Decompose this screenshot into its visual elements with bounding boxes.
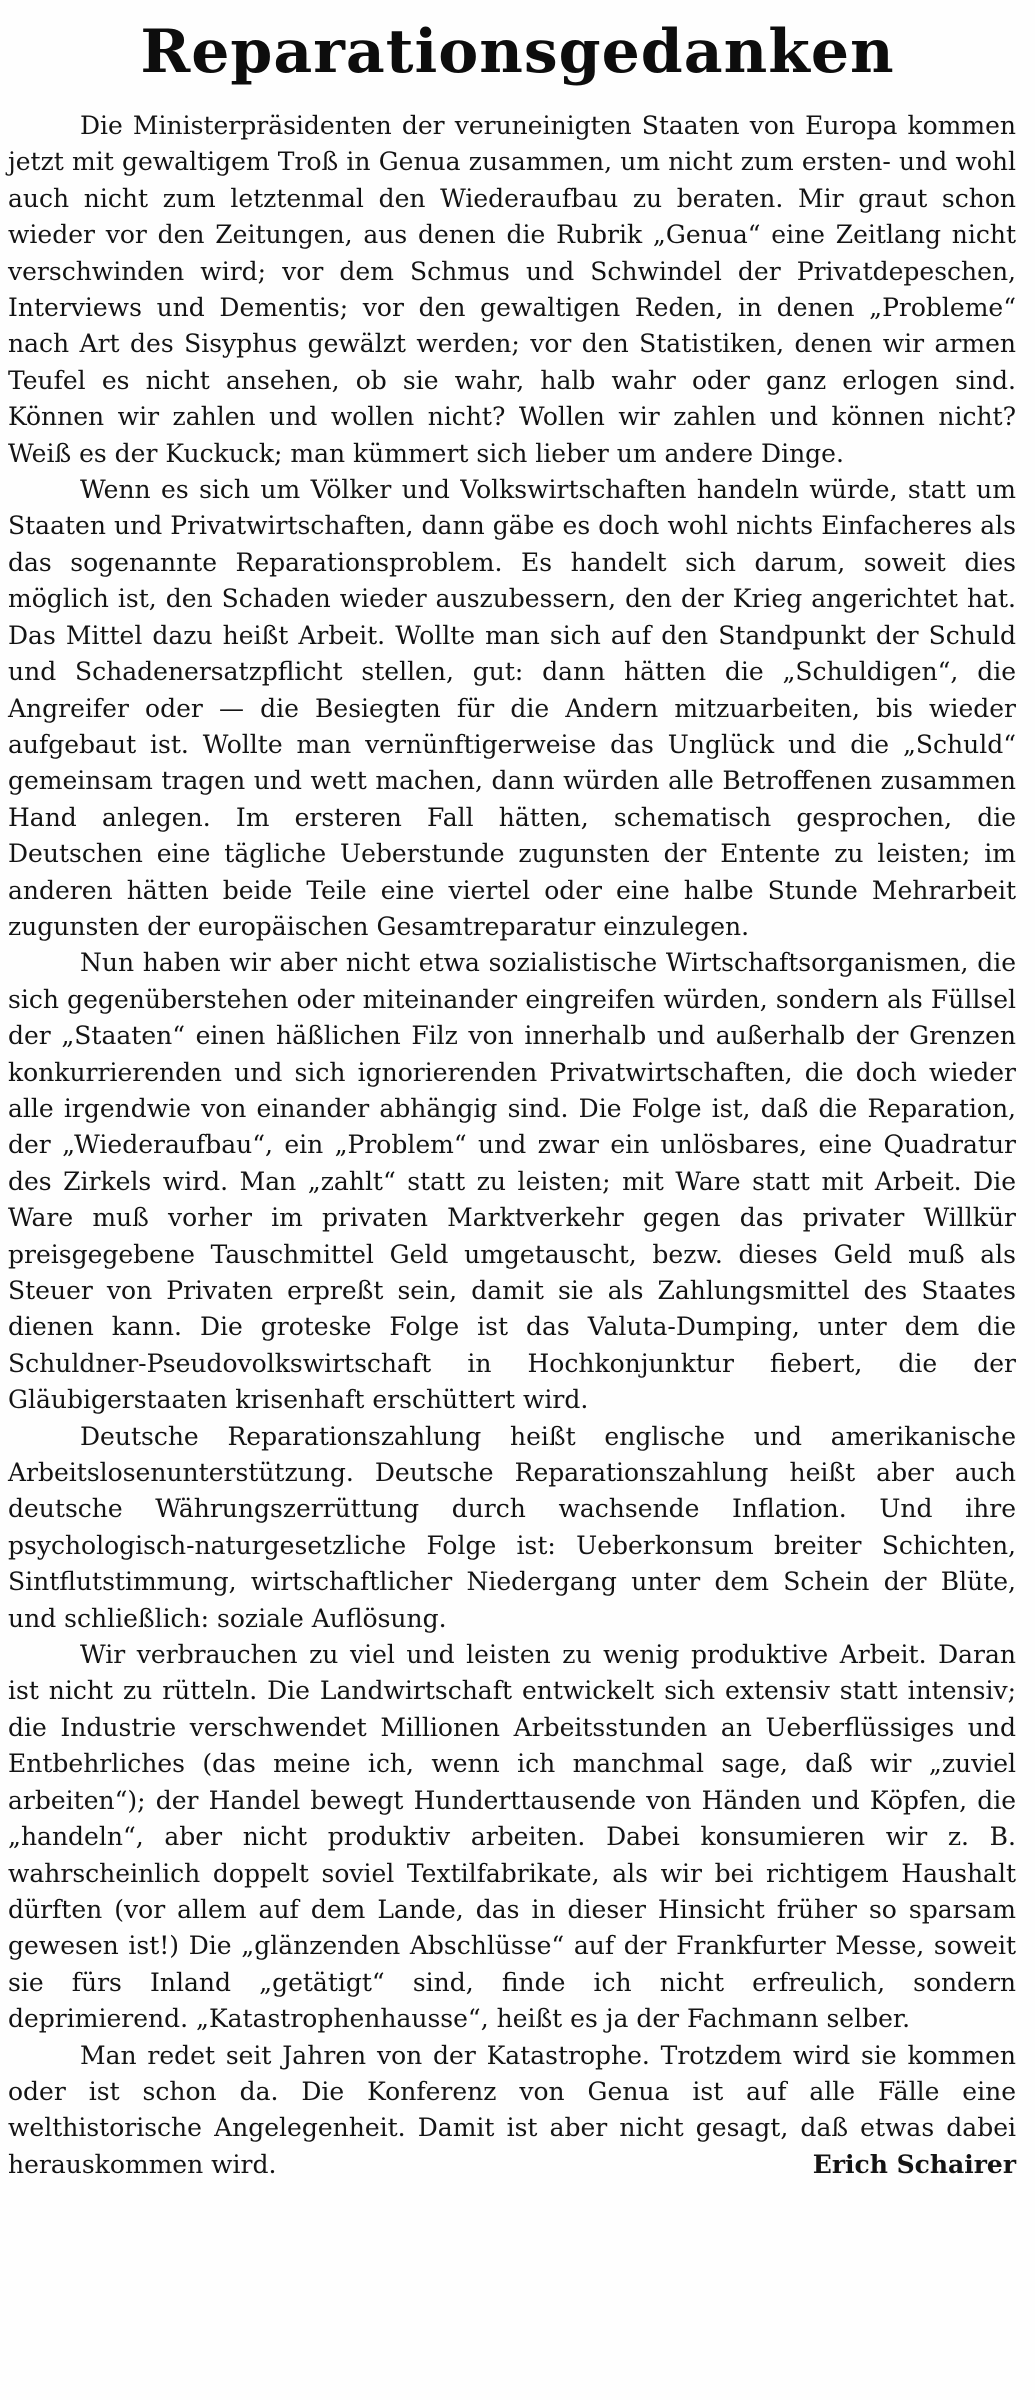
- paragraph-6: [8, 2038, 1016, 2184]
- author-signature: Erich Schairer: [812, 2149, 1016, 2179]
- paragraph-2: Wenn es sich um Völker und Volkswirtschaften handeln würde, statt um Staaten und Privatwirtschaften, dann gäbe es doch wohl nichts Einfacheres als das sogenannte Reparationsproblem. Es handelt sich darum, soweit dies möglich ist, den Schaden wieder auszubessern, den der Krieg angerichtet hat. Das Mittel dazu heißt Arbeit. Wollte man sich auf den Standpunkt der Schuld und Schadenersatzpflicht stellen, gut: dann hätten die „Schuldigen“, die Angreifer oder — die Besiegten für die Andern mitzuarbeiten, bis wieder aufgebaut ist. Wollte man vernünftigerweise das Unglück und die „Schuld“ gemeinsam tragen und wett machen, dann würden alle Betroffenen zusammen Hand anlegen. Im ersteren Fall hätten, schematisch gesprochen, die Deutschen eine tägliche Ueberstunde zugunsten der Entente zu leisten; im anderen hätten beide Teile eine viertel oder eine halbe Stunde Mehrarbeit zugunsten der europäischen Gesamtreparatur einzulegen.: [8, 475, 1016, 941]
- article-body: [8, 108, 1016, 2183]
- paragraph-1: Die Ministerpräsidenten der veruneinigten Staaten von Europa kommen jetzt mit gewaltigem Troß in Genua zusammen, um nicht zum ersten- und wohl auch nicht zum letztenmal den Wiederaufbau zu beraten. Mir graut schon wieder vor den Zeitungen, aus denen die Rubrik „Genua“ eine Zeitlang nicht verschwinden wird; vor dem Schmus und Schwindel der Privatdepeschen, Interviews und Dementis; vor den gewaltigen Reden, in denen „Probleme“ nach Art des Sisyphus gewälzt werden; vor den Statistiken, denen wir armen Teufel es nicht ansehen, ob sie wahr, halb wahr oder ganz erlogen sind. Können wir zahlen und wollen nicht? Wollen wir zahlen und können nicht? Weiß es der Kuckuck; man kümmert sich lieber um andere Dinge.: [8, 111, 1016, 468]
- paragraph-5: Wir verbrauchen zu viel und leisten zu wenig produktive Arbeit. Daran ist nicht zu rütteln. Die Landwirtschaft entwickelt sich extensiv statt intensiv; die Industrie verschwendet Millionen Arbeitsstunden an Ueberflüssiges und Entbehrliches (das meine ich, wenn ich manchmal sage, daß wir „zuviel arbeiten“); der Handel bewegt Hunderttausende von Händen und Köpfen, die „handeln“, aber nicht produktiv arbeiten. Dabei konsumieren wir z. B. wahrscheinlich doppelt soviel Textilfabrikate, als wir bei richtigem Haushalt dürften (vor allem auf dem Lande, das in dieser Hinsicht früher so sparsam gewesen ist!) Die „glänzenden Abschlüsse“ auf der Frankfurter Messe, soweit sie fürs Inland „getätigt“ sind, finde ich nicht erfreulich, sondern deprimierend. „Katastrophenhausse“, heißt es ja der Fachmann selber.: [8, 1640, 1016, 2034]
- paragraph-3: Nun haben wir aber nicht etwa sozialistische Wirtschaftsorganismen, die sich gegenüberstehen oder miteinander eingreifen würden, sondern als Füllsel der „Staaten“ einen häßlichen Filz von innerhalb und außerhalb der Grenzen konkurrierenden und sich ignorierenden Privatwirtschaften, die doch wieder alle irgendwie von einander abhängig sind. Die Folge ist, daß die Reparation, der „Wiederaufbau“, ein „Problem“ und zwar ein unlösbares, eine Quadratur des Zirkels wird. Man „zahlt“ statt zu leisten; mit Ware statt mit Arbeit. Die Ware muß vorher im privaten Marktverkehr gegen das privater Willkür preisgegebene Tauschmittel Geld umgetauscht, bezw. dieses Geld muß als Steuer von Privaten erpreßt sein, damit sie als Zahlungsmittel des Staates dienen kann. Die groteske Folge ist das Valuta-Dumping, unter dem die Schuldner-Pseudovolkswirtschaft in Hochkonjunktur fiebert, die der Gläubigerstaaten krisenhaft erschüttert wird.: [8, 948, 1016, 1415]
- paragraph-4: Deutsche Reparationszahlung heißt englische und amerikanische Arbeitslosenunterstützung. Deutsche Reparationszahlung heißt aber auch deutsche Währungszerrüttung durch wachsende Inflation. Und ihre psychologisch-naturgesetzliche Folge ist: Ueberkonsum breiter Schichten, Sintflutstimmung, wirtschaftlicher Niedergang unter dem Schein der Blüte, und schließlich: soziale Auflösung.: [8, 1421, 1016, 1633]
- paragraph-6-text: Man redet seit Jahren von der Katastrophe. Trotzdem wird sie kommen oder ist schon da. Die Konferenz von Genua ist auf alle Fälle eine welthistorische Angelegenheit. Damit ist aber nicht gesagt, daß etwas dabei herauskommen wird.: [8, 2040, 1016, 2179]
- article-title: Reparationsgedanken: [140, 17, 895, 87]
